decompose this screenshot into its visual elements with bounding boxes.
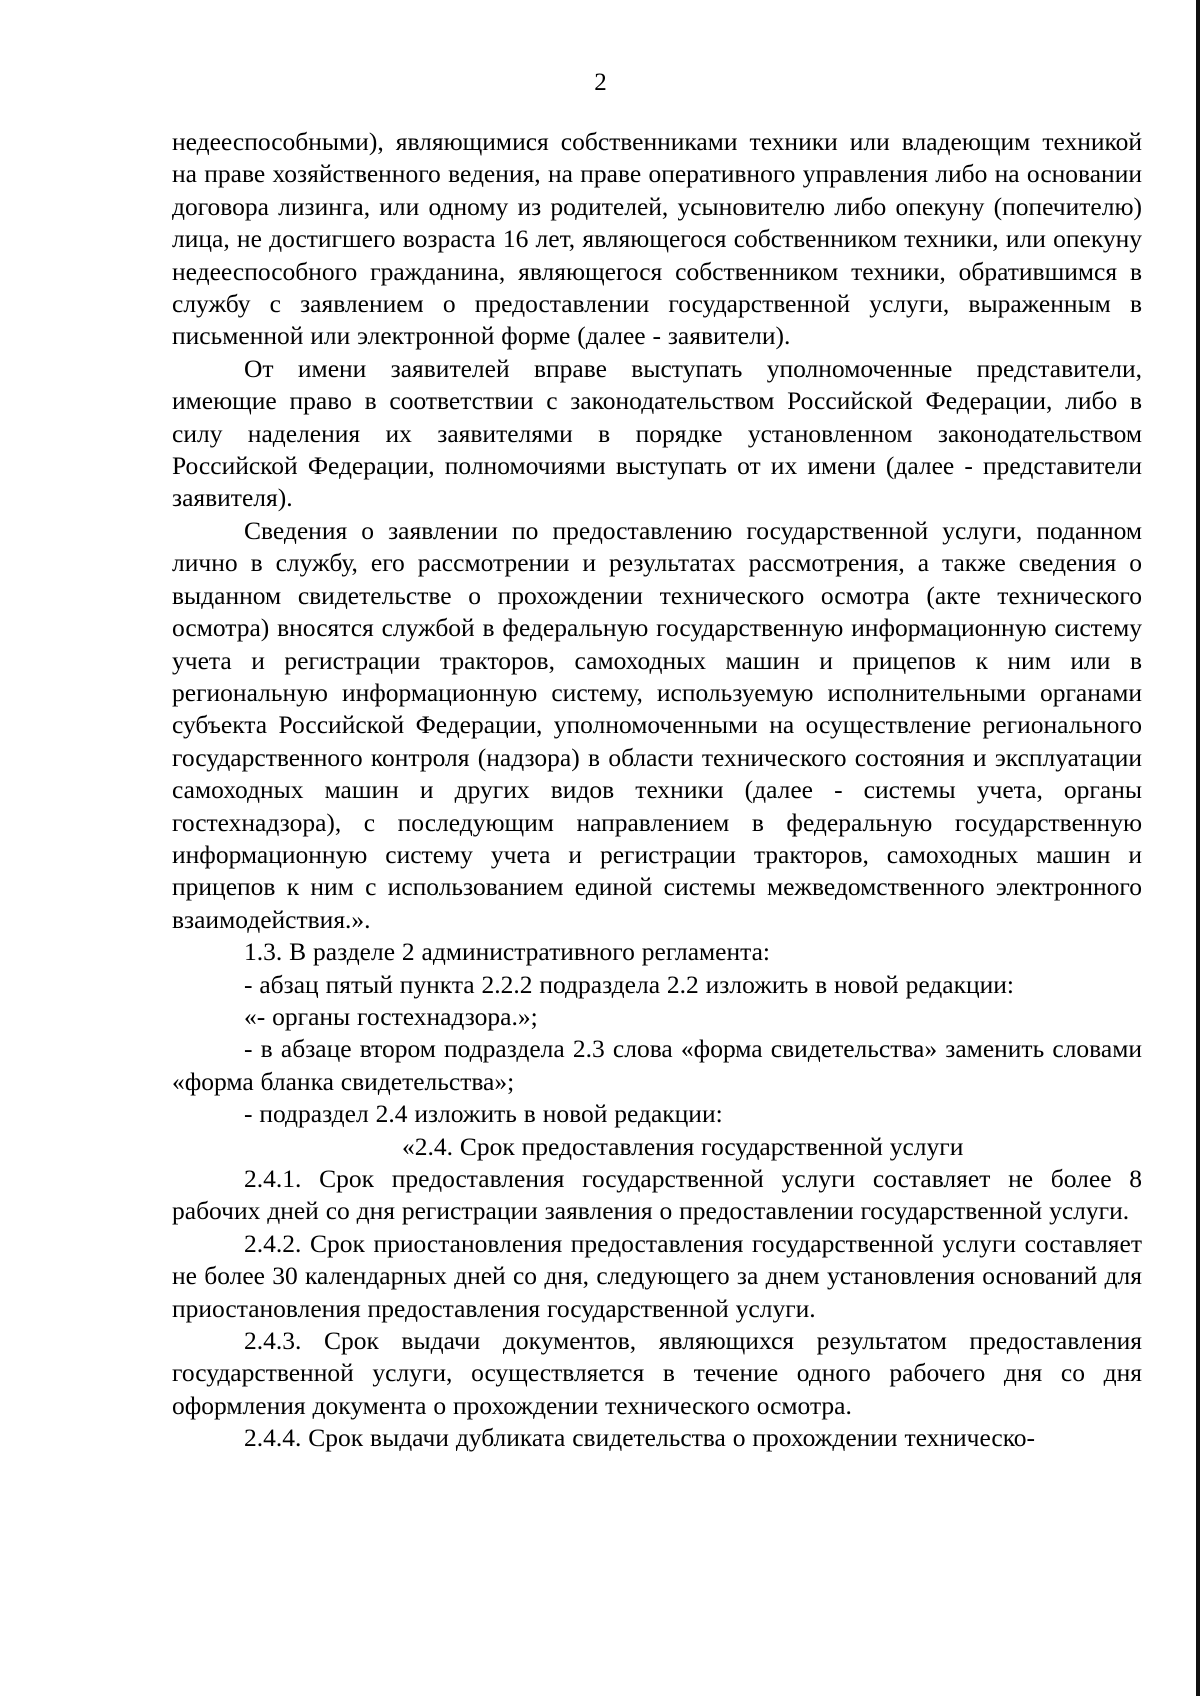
page-number: 2 xyxy=(594,69,607,96)
document-body xyxy=(172,126,1142,1455)
paragraph-amend-2-2-2: - абзац пятый пункта 2.2.2 подраздела 2.2 изложить в новой редакции: xyxy=(244,969,1014,999)
paragraph-2-4-4: 2.4.4. Срок выдачи дубликата свидетельства о прохождении техническо- xyxy=(244,1423,1036,1453)
section-heading-2-4: «2.4. Срок предоставления государственной услуги xyxy=(402,1131,964,1161)
paragraph-gostekhnadzor: «- органы гостехнадзора.»; xyxy=(244,1001,538,1031)
paragraph-amend-2-3: - в абзаце втором подраздела 2.3 слова «форма свидетельства» заменить словами «форма бланка свидетельства»; xyxy=(172,1034,1142,1096)
paragraph-applicants-continued: недееспособными), являющимися собственниками техники или владеющим техникой на праве хозяйственного ведения, на праве оперативного управления либо на основании договора лизинга, или одному из родителей, усыновителю либо опекуну (попечителю) лица, не достигшего возраста 16 лет, являющегося собственником техники, или опекуну недееспособного гражданина, являющегося собственником техники, обратившимся в службу с заявлением о предоставлении государственной услуги, выраженным в письменной или электронной форме (далее - заявители). xyxy=(172,127,1142,351)
paragraph-records-info: Сведения о заявлении по предоставлению государственной услуги, поданном лично в службу, его рассмотрении и результатах рассмотрения, а также сведения о выданном свидетельстве о прохождении технического осмотра (акте технического осмотра) вносятся службой в федеральную государственную информационную систему учета и регистрации тракторов, самоходных машин и прицепов к ним или в региональную информационную систему, используемую исполнительными органами субъекта Российской Федерации, уполномоченными на осуществление регионального государственного контроля (надзора) в области технического состояния и эксплуатации самоходных машин и других видов техники (далее - системы учета, органы гостехнадзора), с последующим направлением в федеральную государственную информационную систему учета и регистрации тракторов, самоходных машин и прицепов к ним с использованием единой системы межведомственного электронного взаимодействия.». xyxy=(172,515,1142,934)
paragraph-2-4-2: 2.4.2. Срок приостановления предоставления государственной услуги составляет не более 30 календарных дней со дня, следующего за днем установления оснований для приостановления предоставления государственной услуги. xyxy=(172,1228,1142,1323)
paragraph-representatives: От имени заявителей вправе выступать уполномоченные представители, имеющие право в соответствии с законодательством Российской Федерации, либо в силу наделения их заявителями в порядке установленном законодательством Российской Федерации, полномочиями выступать от их имени (далее - представители заявителя). xyxy=(172,353,1142,513)
paragraph-2-4-1: 2.4.1. Срок предоставления государственной услуги составляет не более 8 рабочих дней со дня регистрации заявления о предоставлении государственной услуги. xyxy=(172,1164,1142,1226)
paragraph-2-4-3: 2.4.3. Срок выдачи документов, являющихся результатом предоставления государственной услуги, осуществляется в течение одного рабочего дня со дня оформления документа о прохождении технического осмотра. xyxy=(172,1326,1142,1420)
page-edge-border xyxy=(1196,0,1200,1696)
paragraph-amend-2-4: - подраздел 2.4 изложить в новой редакции: xyxy=(244,1099,723,1129)
paragraph-section-1-3: 1.3. В разделе 2 административного регламента: xyxy=(244,937,770,967)
